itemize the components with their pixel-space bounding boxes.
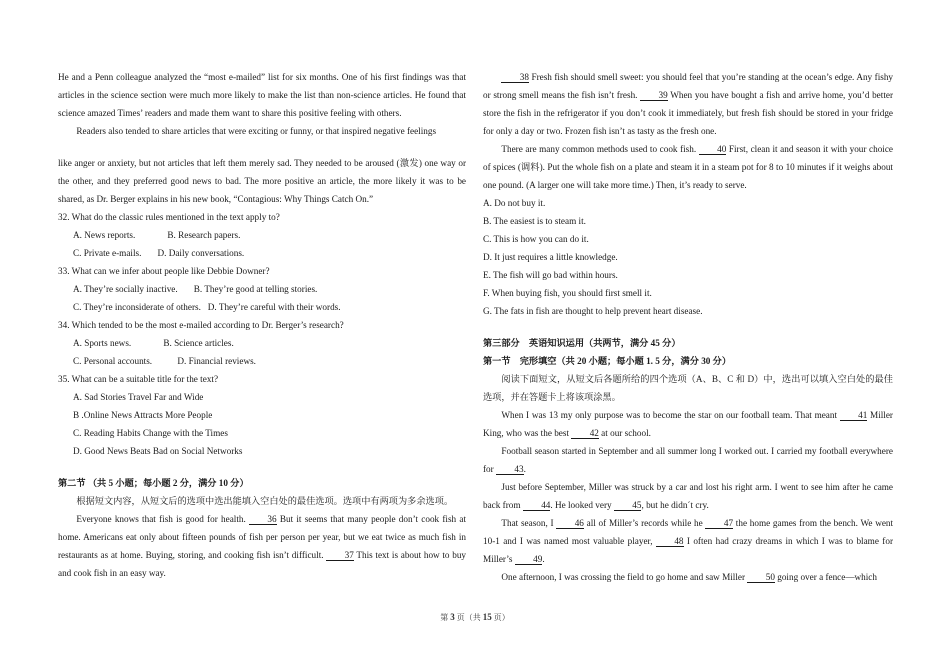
option-item: A. Do not buy it. bbox=[483, 198, 546, 208]
paragraph: 38 Fresh fish should smell sweet: you should feel that you’re standing at the ocean’s edge. Any fishy or strong smell means the fish isn’t fresh. 39 When you have bought a fish and arrive home, you’d better store the fish in the refrigerator if you don’t cook it immediately, but fresh fish should be stored in your fridge for only a day or two. Frozen fish isn’t as tasty as the fresh one. bbox=[483, 72, 894, 136]
paragraph: Everyone knows that fish is good for health. 36 But it seems that many people don’t cook fish at home. Americans eat only about fifteen pounds of fish per person per year, but we eat twice as much fish in restaurants as at home. Buying, storing, and cooking fish isn’t difficult. 37 This text is about how to buy and cook fish in an easy way. bbox=[58, 514, 467, 578]
page-total: 15 bbox=[482, 612, 492, 622]
question-text: 33. What can we infer about people like Debbie Downer? bbox=[58, 266, 270, 276]
option-item: B. The easiest is to steam it. bbox=[483, 216, 586, 226]
blank-41[interactable]: 41 bbox=[840, 410, 868, 421]
answer-options: C. Private e-mails. D. Daily conversations. bbox=[73, 248, 245, 258]
instructions: 根据短文内容，从短文后的选项中选出能填入空白处的最佳选项。选项中有两项为多余选项。 bbox=[76, 496, 454, 506]
question-34 bbox=[58, 316, 466, 370]
right-column bbox=[483, 68, 893, 586]
blank-38[interactable]: 38 bbox=[501, 72, 529, 83]
question-text: 32. What do the classic rules mentioned in the text apply to? bbox=[58, 212, 280, 222]
instructions: 阅读下面短文，从短文后各题所给的四个选项（A、B、C 和 D）中，选出可以填入空白处的最佳选项，并在答题卡上将该项涂黑。 bbox=[483, 374, 893, 402]
option-item: C. This is how you can do it. bbox=[483, 234, 589, 244]
paragraph: like anger or anxiety, but not articles that left them merely sad. They needed to be aroused (激发) one way or the other, and they preferred good news to bad. The more positive an article, the more likely it was to be shared, as Dr. Berger explains in his new book, “Contagious: Why Things Catch On.” bbox=[58, 158, 466, 204]
answer-options: A. They’re socially inactive. B. They’re good at telling stories. bbox=[73, 284, 318, 294]
option-item: F. When buying fish, you should first smell it. bbox=[483, 288, 652, 298]
paragraph: Readers also tended to share articles that were exciting or funny, or that inspired negative feelings bbox=[76, 126, 437, 136]
paragraph: Football season started in September and all summer long I worked out. I carried my football everywhere for 43. bbox=[483, 446, 893, 474]
answer-options: A. News reports. B. Research papers. bbox=[73, 230, 241, 240]
section-heading: 第一节 完形填空（共 20 小题；每小题 1. 5 分，满分 30 分） bbox=[483, 356, 732, 366]
answer-option: D. Good News Beats Bad on Social Networks bbox=[73, 446, 243, 456]
part-heading: 第三部分 英语知识运用（共两节，满分 45 分） bbox=[483, 338, 681, 348]
page-footer: 第 3 页（共 15 页） bbox=[440, 612, 510, 622]
blank-49[interactable]: 49 bbox=[515, 554, 543, 565]
question-32 bbox=[58, 208, 466, 262]
blank-45[interactable]: 45 bbox=[614, 500, 642, 511]
blank-40[interactable]: 40 bbox=[699, 144, 727, 155]
paragraph: One afternoon, I was crossing the field to go home and saw Miller 50 going over a fence—which bbox=[501, 572, 877, 582]
blank-46[interactable]: 46 bbox=[556, 518, 584, 529]
blank-36[interactable]: 36 bbox=[249, 514, 277, 525]
blank-42[interactable]: 42 bbox=[571, 428, 599, 439]
paragraph: That season, I 46 all of Miller’s records while he 47 the home games from the bench. We went 10-1 and I was named most valuable player, 48 I often had crazy dreams in which I was to blame for Miller’s 49. bbox=[483, 518, 894, 564]
option-item: D. It just requires a little knowledge. bbox=[483, 252, 618, 262]
answer-options: A. Sports news. B. Science articles. bbox=[73, 338, 234, 348]
blank-44[interactable]: 44 bbox=[523, 500, 551, 511]
blank-50[interactable]: 50 bbox=[747, 572, 775, 583]
option-item: E. The fish will go bad within hours. bbox=[483, 270, 618, 280]
question-33 bbox=[58, 262, 466, 316]
blank-48[interactable]: 48 bbox=[656, 536, 684, 547]
blank-39[interactable]: 39 bbox=[640, 90, 668, 101]
question-text: 35. What can be a suitable title for the text? bbox=[58, 374, 219, 384]
question-text: 34. Which tended to be the most e-mailed according to Dr. Berger’s research? bbox=[58, 320, 344, 330]
blank-43[interactable]: 43 bbox=[496, 464, 524, 475]
blank-37[interactable]: 37 bbox=[326, 550, 354, 561]
page-number: 3 bbox=[450, 612, 455, 622]
blank-47[interactable]: 47 bbox=[705, 518, 733, 529]
paragraph: Just before September, Miller was struck by a car and lost his right arm. I went to see him after he came back from 44. He looked very 45, but he didn´t cry. bbox=[483, 482, 893, 510]
answer-option: C. Reading Habits Change with the Times bbox=[73, 428, 228, 438]
option-list bbox=[483, 194, 893, 320]
answer-options: C. Personal accounts. D. Financial reviews. bbox=[73, 356, 256, 366]
paragraph: There are many common methods used to cook fish. 40 First, clean it and season it with your choice of spices (调料). Put the whole fish on a plate and steam it in a steam pot for 8 to 10 minutes if it weighs about one pound. (A larger one will take more time.) Then, it’s ready to serve. bbox=[483, 144, 893, 190]
answer-options: C. They’re inconsiderate of others. D. They’re careful with their words. bbox=[73, 302, 341, 312]
paragraph: When I was 13 my only purpose was to become the star on our football team. That meant 41 Miller King, who was the best 42 at our school. bbox=[483, 410, 893, 438]
section-heading: 第二节 （共 5 小题；每小题 2 分，满分 10 分） bbox=[58, 478, 249, 488]
question-35 bbox=[58, 370, 466, 460]
answer-option: B .Online News Attracts More People bbox=[73, 410, 213, 420]
answer-option: A. Sad Stories Travel Far and Wide bbox=[73, 392, 204, 402]
paragraph: He and a Penn colleague analyzed the “most e-mailed” list for six months. One of his first findings was that articles in the science section were much more likely to make the list than non-science articles. He found that science amazed Times’ readers and made them want to share this positive feeling with others. bbox=[58, 72, 466, 118]
option-item: G. The fats in fish are thought to help prevent heart disease. bbox=[483, 306, 703, 316]
left-column bbox=[58, 68, 466, 582]
